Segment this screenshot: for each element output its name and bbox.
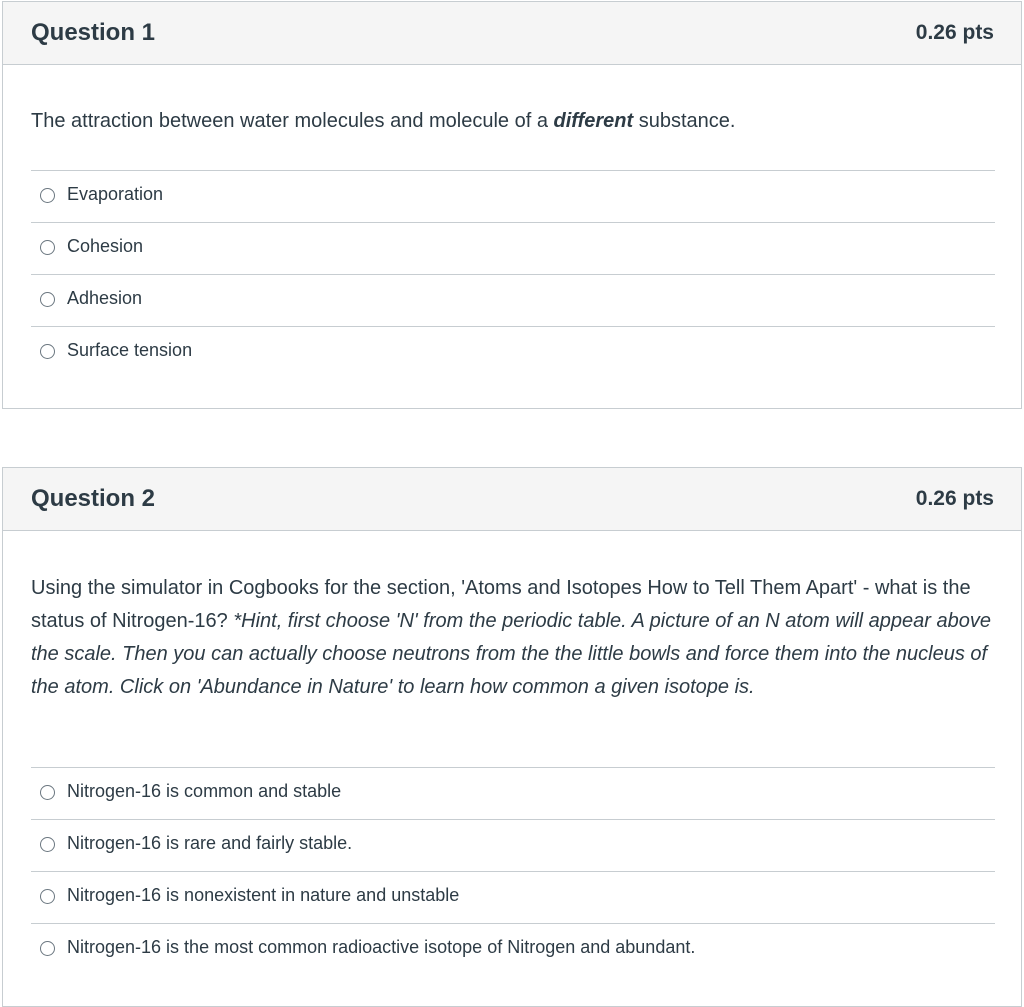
radio-button[interactable] [40,344,55,359]
answer-label: Nitrogen-16 is nonexistent in nature and unstable [67,885,460,905]
answer-label: Nitrogen-16 is rare and fairly stable. [67,833,353,853]
question-title: Question 1 [31,19,156,46]
question-header [3,468,1021,531]
answer-option[interactable] [31,923,995,975]
answer-label: Evaporation [67,184,164,204]
answer-label: Nitrogen-16 is the most common radioactive isotope of Nitrogen and abundant. [67,937,696,957]
question-card-1 [2,1,1022,409]
answer-option[interactable] [31,170,995,222]
question-text-part: Using the simulator in Cogbooks for the section, 'Atoms and Isotopes How to Tell Them Apart' - what is the status of Nitrogen-16? [31,577,971,632]
answer-option[interactable] [31,767,995,819]
question-card-2 [2,467,1022,1007]
question-title: Question 2 [31,485,156,512]
answer-label: Surface tension [67,340,193,360]
question-text-emphasis: different [553,110,634,132]
question-hint: *Hint, first choose 'N' from the periodic table. A picture of an N atom will appear above the scale. Then you can actually choose neutrons from the the little bowls and force them into the nucleus of the atom. Click on 'Abundance in Nature' to learn how common a given isotope is. [31,610,991,698]
question-points: 0.26 pts [915,21,994,44]
answer-option[interactable] [31,274,995,326]
radio-button[interactable] [40,292,55,307]
radio-button[interactable] [40,188,55,203]
question-points: 0.26 pts [915,487,994,510]
radio-button[interactable] [40,941,55,956]
question-header [3,2,1021,65]
answer-list [31,767,995,975]
answer-label: Cohesion [67,236,144,256]
radio-button[interactable] [40,785,55,800]
question-text-part: substance. [633,110,736,132]
question-text-part: The attraction between water molecules and molecule of a [31,110,554,132]
question-text [31,572,991,704]
question-text [31,105,991,138]
radio-button[interactable] [40,889,55,904]
answer-option[interactable] [31,222,995,274]
answer-option[interactable] [31,871,995,923]
answer-list [31,170,995,378]
answer-label: Adhesion [67,288,143,308]
answer-option[interactable] [31,326,995,378]
radio-button[interactable] [40,240,55,255]
answer-option[interactable] [31,819,995,871]
radio-button[interactable] [40,837,55,852]
answer-label: Nitrogen-16 is common and stable [67,781,342,801]
